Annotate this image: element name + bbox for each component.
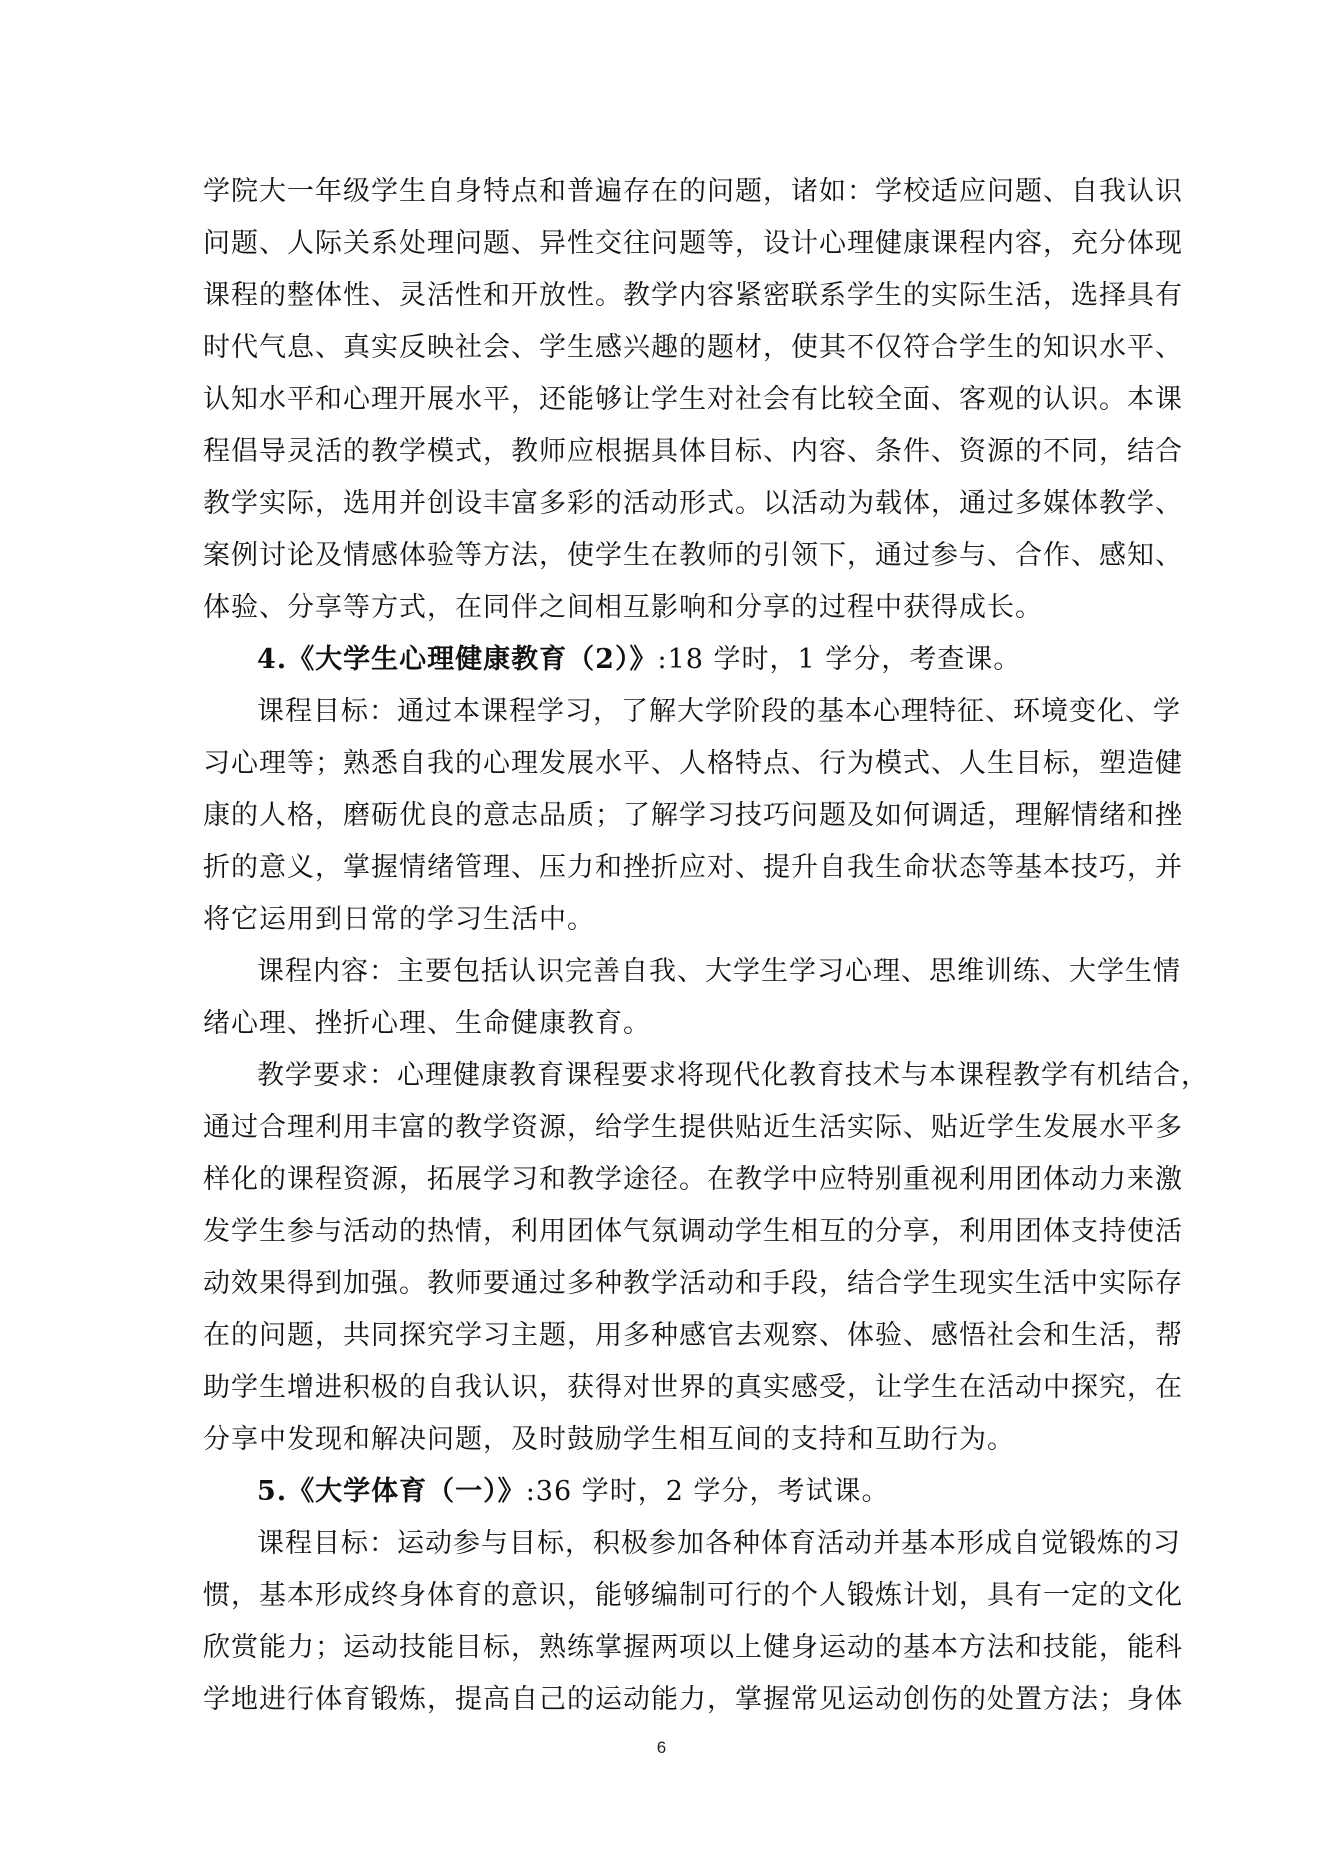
paragraph-line: 案例讨论及情感体验等方法，使学生在教师的引领下，通过参与、合作、感知、 bbox=[203, 540, 1183, 571]
paragraph-line: 时代气息、真实反映社会、学生感兴趣的题材，使其不仅符合学生的知识水平、 bbox=[203, 332, 1183, 363]
course-4-goal-line: 将它运用到日常的学习生活中。 bbox=[203, 904, 595, 935]
course-4-content-line: 课程内容：主要包括认识完善自我、大学生学习心理、思维训练、大学生情 bbox=[257, 956, 1181, 987]
course-4-requirement-line: 教学要求：心理健康教育课程要求将现代化教育技术与本课程教学有机结合， bbox=[257, 1060, 1209, 1091]
paragraph-line: 认知水平和心理开展水平，还能够让学生对社会有比较全面、客观的认识。本课 bbox=[203, 384, 1183, 415]
course-4-requirement-line: 样化的课程资源，拓展学习和教学途径。在教学中应特别重视利用团体动力来激 bbox=[203, 1164, 1183, 1195]
course-4-goal-line: 习心理等；熟悉自我的心理发展水平、人格特点、行为模式、人生目标，塑造健 bbox=[203, 748, 1183, 779]
body-text bbox=[203, 166, 1209, 1726]
course-4-number: 4. bbox=[257, 644, 288, 675]
course-5-title: 《大学体育（一）》 bbox=[287, 1476, 526, 1507]
course-4-requirement-line: 分享中发现和解决问题，及时鼓励学生相互间的支持和互助行为。 bbox=[203, 1424, 1015, 1455]
course-4-goal-line: 课程目标：通过本课程学习，了解大学阶段的基本心理特征、环境变化、学 bbox=[257, 696, 1181, 727]
course-4-requirement-line: 在的问题，共同探究学习主题，用多种感官去观察、体验、感悟社会和生活，帮 bbox=[203, 1320, 1183, 1351]
course-4-goal-line: 康的人格，磨砺优良的意志品质；了解学习技巧问题及如何调适，理解情绪和挫 bbox=[203, 800, 1183, 831]
course-4-heading bbox=[203, 634, 1133, 686]
course-5-goal-line: 欣赏能力；运动技能目标，熟练掌握两项以上健身运动的基本方法和技能，能科 bbox=[203, 1632, 1183, 1663]
paragraph-line: 教学实际，选用并创设丰富多彩的活动形式。以活动为载体，通过多媒体教学、 bbox=[203, 488, 1183, 519]
course-5-info: :36 学时，2 学分，考试课。 bbox=[525, 1476, 890, 1507]
course-5-goal-line: 课程目标：运动参与目标，积极参加各种体育活动并基本形成自觉锻炼的习 bbox=[257, 1528, 1181, 1559]
course-4-info: :18 学时，1 学分，考查课。 bbox=[657, 644, 1022, 675]
paragraph-line: 程倡导灵活的教学模式，教师应根据具体目标、内容、条件、资源的不同，结合 bbox=[203, 436, 1183, 467]
course-4-requirement-line: 助学生增进积极的自我认识，获得对世界的真实感受，让学生在活动中探究，在 bbox=[203, 1372, 1183, 1403]
page-number: 6 bbox=[656, 1738, 667, 1757]
course-4-goal-line: 折的意义，掌握情绪管理、压力和挫折应对、提升自我生命状态等基本技巧，并 bbox=[203, 852, 1183, 883]
paragraph-line: 课程的整体性、灵活性和开放性。教学内容紧密联系学生的实际生活，选择具有 bbox=[203, 280, 1183, 311]
course-4-requirement-line: 通过合理利用丰富的教学资源，给学生提供贴近生活实际、贴近学生发展水平多 bbox=[203, 1112, 1183, 1143]
course-5-heading bbox=[203, 1466, 1133, 1518]
course-5-goal-line: 学地进行体育锻炼，提高自己的运动能力，掌握常见运动创伤的处置方法；身体 bbox=[203, 1684, 1183, 1715]
course-5-number: 5. bbox=[257, 1476, 288, 1507]
course-4-title: 《大学生心理健康教育（2）》 bbox=[287, 644, 658, 675]
paragraph-line: 问题、人际关系处理问题、异性交往问题等，设计心理健康课程内容，充分体现 bbox=[203, 228, 1183, 259]
course-4-requirement-line: 动效果得到加强。教师要通过多种教学活动和手段，结合学生现实生活中实际存 bbox=[203, 1268, 1183, 1299]
paragraph-line: 体验、分享等方式，在同伴之间相互影响和分享的过程中获得成长。 bbox=[203, 592, 1043, 623]
paragraph-line: 学院大一年级学生自身特点和普遍存在的问题，诸如：学校适应问题、自我认识 bbox=[203, 176, 1183, 207]
course-4-content-line: 绪心理、挫折心理、生命健康教育。 bbox=[203, 1008, 651, 1039]
course-5-goal-line: 惯，基本形成终身体育的意识，能够编制可行的个人锻炼计划，具有一定的文化 bbox=[203, 1580, 1183, 1611]
course-4-requirement-line: 发学生参与活动的热情，利用团体气氛调动学生相互的分享，利用团体支持使活 bbox=[203, 1216, 1183, 1247]
